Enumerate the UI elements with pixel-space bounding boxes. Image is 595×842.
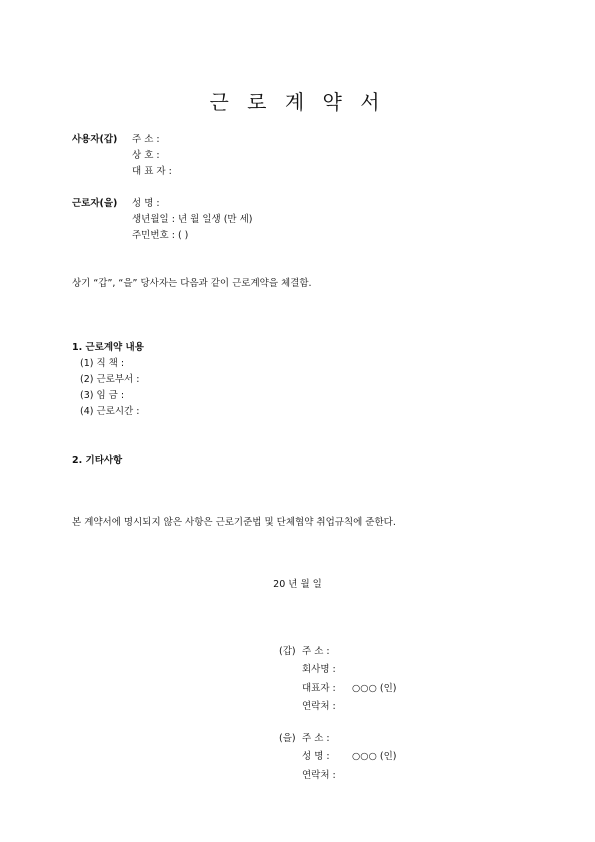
sign-b-contact-label: 연락처 : — [302, 770, 336, 781]
sign-a-representative-seal: ○○○ (인) — [352, 683, 397, 694]
sign-a-prefix: (갑) — [279, 646, 296, 657]
sign-a-address-label: 주 소 : — [302, 646, 330, 657]
sign-b-name-label: 성 명 : — [302, 751, 330, 762]
section2-heading: 2. 기타사항 — [72, 455, 123, 466]
sign-b-prefix: (을) — [279, 733, 296, 744]
section1-item-wage: (3) 임 금 : — [80, 390, 125, 401]
clause-paragraph: 본 계약서에 명시되지 않은 사항은 근로기준법 및 단체협약 취업규칙에 준한다. — [72, 517, 396, 528]
employer-company-field: 상 호 : — [132, 150, 160, 161]
employee-name-field: 성 명 : — [132, 198, 160, 209]
date-line: 20 년 월 일 — [273, 579, 322, 590]
sign-a-representative-label: 대표자 : — [302, 683, 336, 694]
employee-birthdate-field: 생년월일 : 년 월 일생 (만 세) — [132, 214, 253, 225]
sign-a-company-label: 회사명 : — [302, 664, 336, 675]
employer-label: 사용자(갑) — [72, 134, 118, 145]
employer-address-field: 주 소 : — [132, 134, 160, 145]
document-title: 근 로 계 약 서 — [209, 90, 386, 114]
employee-label: 근로자(을) — [72, 198, 118, 209]
section1-heading: 1. 근로계약 내용 — [72, 342, 144, 353]
intro-paragraph: 상기 “갑”, “을” 당사자는 다음과 같이 근로계약을 체결함. — [72, 278, 312, 289]
employee-id-number-field: 주민번호 : ( ) — [132, 230, 189, 241]
section1-item-department: (2) 근로부서 : — [80, 374, 140, 385]
sign-a-contact-label: 연락처 : — [302, 701, 336, 712]
section1-item-hours: (4) 근로시간 : — [80, 406, 140, 417]
section1-item-position: (1) 직 책 : — [80, 358, 125, 369]
sign-b-address-label: 주 소 : — [302, 733, 330, 744]
sign-b-name-seal: ○○○ (인) — [352, 751, 397, 762]
employer-representative-field: 대 표 자 : — [132, 166, 172, 177]
